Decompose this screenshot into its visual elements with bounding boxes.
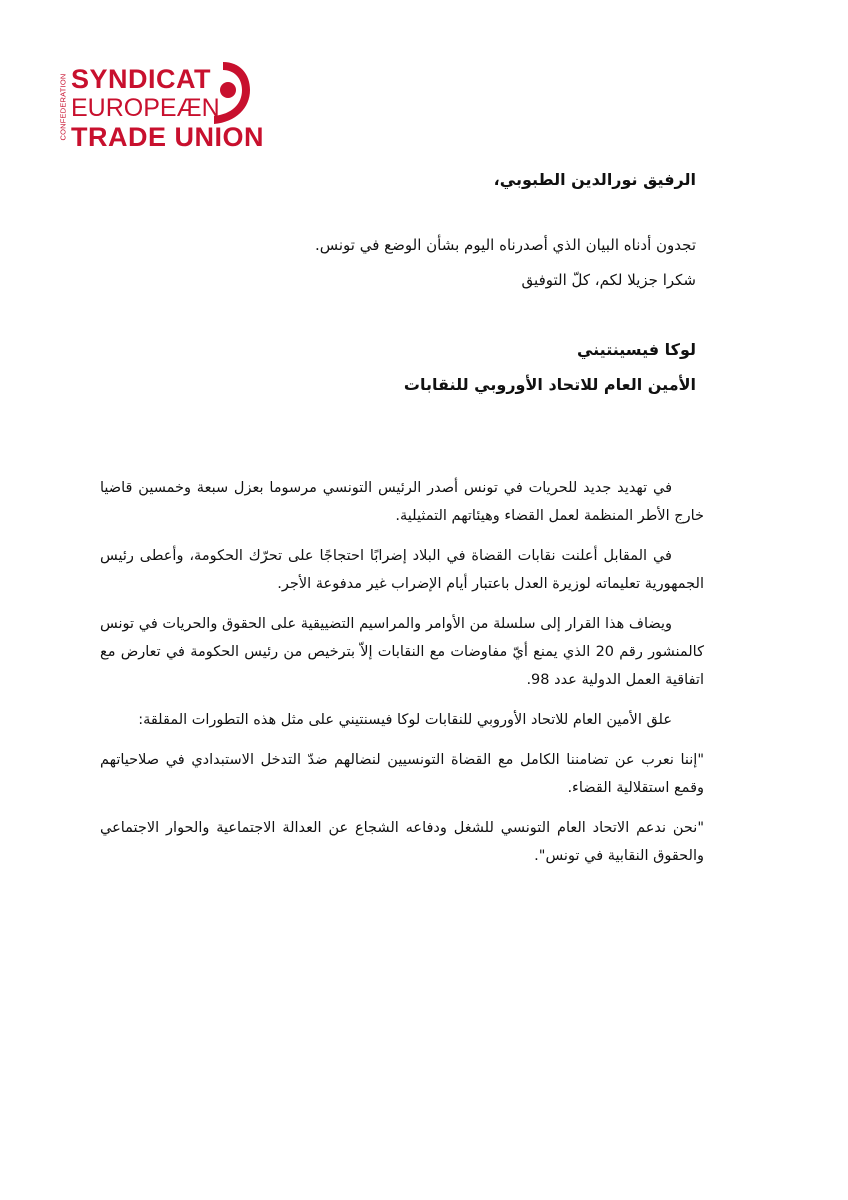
etuc-logo xyxy=(58,60,264,160)
paragraph-1: في تهديد جديد للحريات في تونس أصدر الرئيس التونسي مرسوما بعزل سبعة وخمسين قاضيا خارج الأطر المنظمة لعمل القضاء وهيئاتهم التمثيلية. xyxy=(100,480,704,524)
paragraph-quote-2: "نحن ندعم الاتحاد العام التونسي للشغل ودفاعه الشجاع عن العدالة الاجتماعية والحوار الاجتماعي والحقوق النقابية في تونس". xyxy=(100,820,704,864)
paragraph-3: ويضاف هذا القرار إلى سلسلة من الأوامر والمراسيم التضييقية على الحقوق والحريات في تونس كالمنشور رقم 20 الذي يمنع أيّ مفاوضات مع النقابات إلاّ بترخيص من رئيس الحكومة في تعارض مع اتفاقية العمل الدولية عدد 98. xyxy=(100,616,705,688)
signature-name: لوكا فيسينتيني xyxy=(576,340,696,359)
intro-line-2: شكرا جزيلا لكم، كلّ التوفيق xyxy=(521,271,696,289)
intro-line-1: تجدون أدناه البيان الذي أصدرناه اليوم بشأن الوضع في تونس. xyxy=(314,236,696,254)
logo-line-european: EUROPEÆN xyxy=(71,94,220,122)
paragraph-quote-1: "إننا نعرب عن تضامننا الكامل مع القضاة التونسيين لنضالهم ضدّ التدخل الاستبدادي في صلاحياتهم وقمع استقلالية القضاء. xyxy=(100,752,704,796)
logo-line-trade-union: TRADE UNION xyxy=(71,122,264,152)
logo-swirl-icon xyxy=(206,60,252,126)
logo-line-syndicat: SYNDICAT xyxy=(71,64,212,94)
logo-confederation-text: CONFEDERATION xyxy=(58,73,68,141)
statement-body xyxy=(100,474,704,882)
signature-title: الأمين العام للاتحاد الأوروبي للنقابات xyxy=(403,375,696,394)
paragraph-4: علق الأمين العام للاتحاد الأوروبي للنقابات لوكا فيسنتيني على مثل هذه التطورات المقلقة: xyxy=(138,712,672,728)
salutation: الرفيق نورالدين الطبوبي، xyxy=(493,170,696,189)
paragraph-2: في المقابل أعلنت نقابات القضاة في البلاد إضرابًا احتجاجًا على تحرّك الحكومة، وأعطى رئيس الجمهورية تعليماته لوزيرة العدل باعتبار أيام الإضراب غير مدفوعة الأجر. xyxy=(100,548,704,592)
